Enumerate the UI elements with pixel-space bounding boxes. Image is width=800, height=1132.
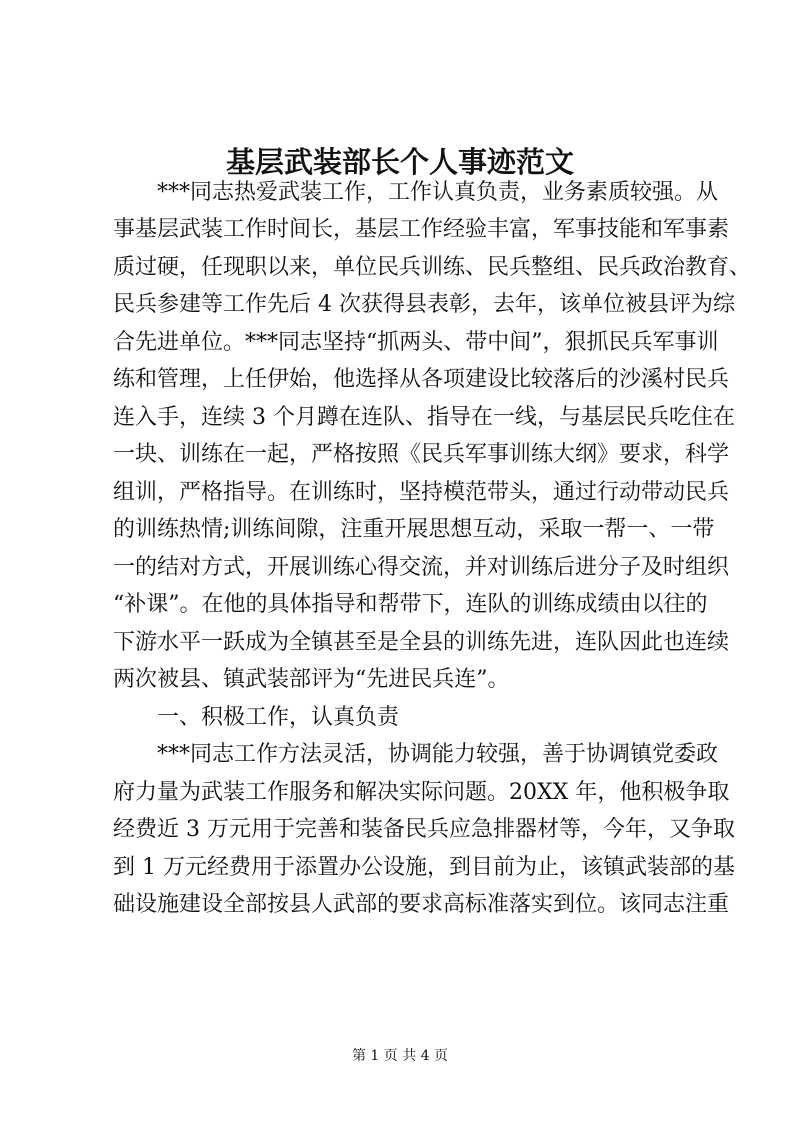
paragraph-line: 两次被县、镇武装部评为“先进民兵连”。 xyxy=(113,667,510,692)
paragraph-line: 础设施建设全部按县人武部的要求高标准落实到位。该同志注重 xyxy=(113,892,730,917)
paragraph-line: 合先进单位。***同志坚持“抓两头、带中间”，狠抓民兵军事训 xyxy=(113,330,719,355)
section-heading: 一、积极工作，认真负责 xyxy=(113,705,400,730)
paragraph-line: ***同志工作方法灵活，协调能力较强，善于协调镇党委政 xyxy=(113,742,719,767)
paragraph-line: 一的结对方式，开展训练心得交流，并对训练后进分子及时组织 xyxy=(113,555,730,580)
document-title: 基层武装部长个人事迹范文 xyxy=(225,145,574,179)
paragraph-line: 的训练热情;训练间隙，注重开展思想互动，采取一帮一、一带 xyxy=(113,517,715,542)
paragraph-line: ***同志热爱武装工作，工作认真负责，业务素质较强。从 xyxy=(113,180,719,205)
paragraph-line: 下游水平一跃成为全镇甚至是全县的训练先进，连队因此也连续 xyxy=(113,630,730,655)
paragraph-line: 一块、训练在一起，严格按照《民兵军事训练大纲》要求，科学 xyxy=(113,442,730,467)
paragraph-line: 练和管理，上任伊始，他选择从各项建设比较落后的沙溪村民兵 xyxy=(113,367,730,392)
paragraph-line: 质过硬，任现职以来，单位民兵训练、民兵整组、民兵政治教育、 xyxy=(113,255,752,280)
paragraph-line: 民兵参建等工作先后 4 次获得县表彰，去年，该单位被县评为综 xyxy=(113,292,735,317)
paragraph-line: 经费近 3 万元用于完善和装备民兵应急排器材等，今年，又争取 xyxy=(113,817,735,842)
page-footer: 第 1 页 共 4 页 xyxy=(351,1048,449,1064)
paragraph-line: 到 1 万元经费用于添置办公设施，到目前为止，该镇武装部的基 xyxy=(113,855,735,880)
paragraph-line: 连入手，连续 3 个月蹲在连队、指导在一线，与基层民兵吃住在 xyxy=(113,405,735,430)
paragraph-line: 事基层武装工作时间长，基层工作经验丰富，军事技能和军事素 xyxy=(113,217,730,242)
paragraph-line: 组训，严格指导。在训练时，坚持模范带头，通过行动带动民兵 xyxy=(113,480,730,505)
paragraph-line: 府力量为武装工作服务和解决实际问题。20XX 年，他积极争取 xyxy=(113,780,730,805)
paragraph-line: “补课”。在他的具体指导和帮带下，连队的训练成绩由以往的 xyxy=(113,592,708,617)
